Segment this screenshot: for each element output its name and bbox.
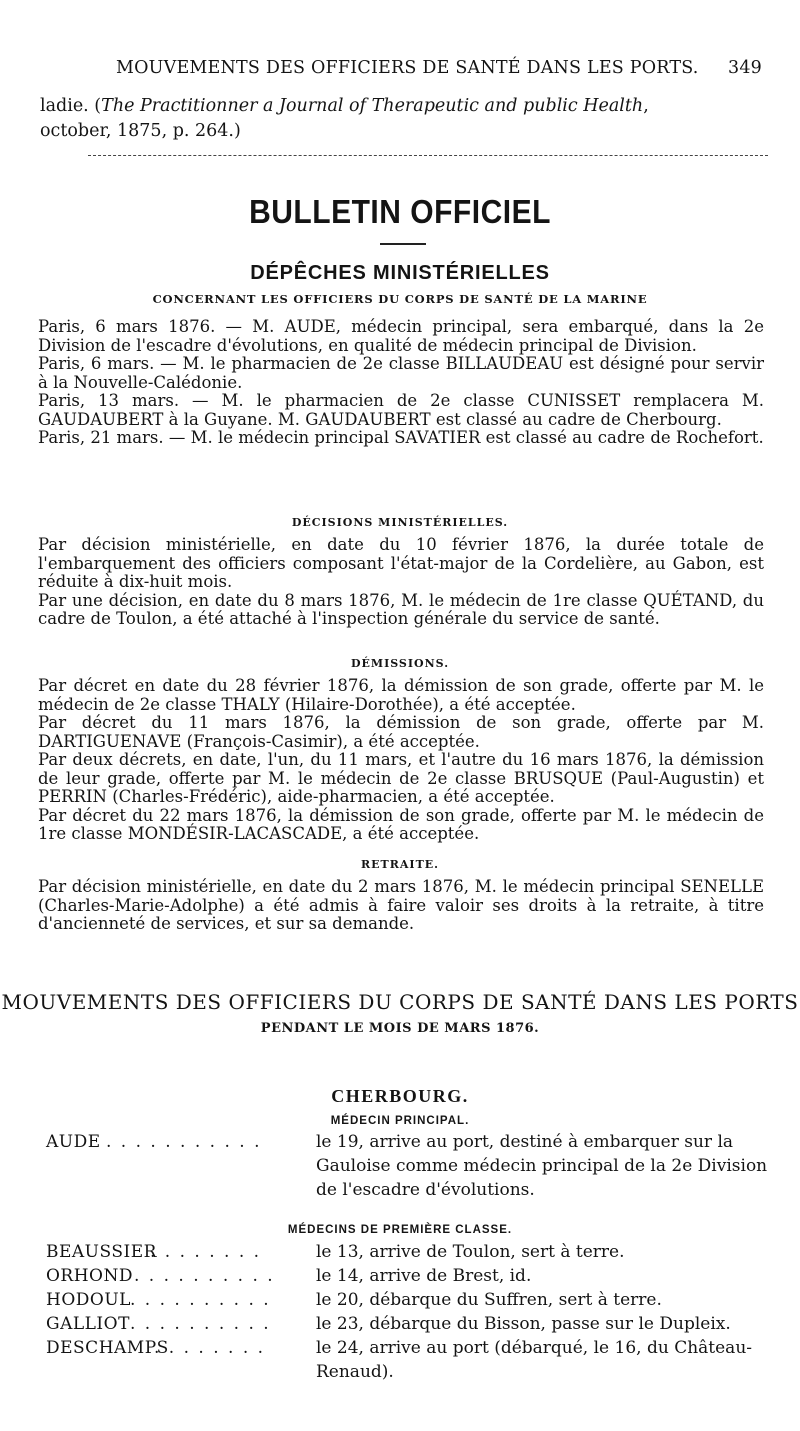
- demission-paragraph: Par deux décrets, en date, l'un, du 11 mars, et l'autre du 16 mars 1876, la démission de leur grade, offerte par M. le médecin de 2e classe BRUSQUE (Paul-Augustin) et PERRIN (Charles-Frédéric), aide-pharmacien, a été acceptée.: [38, 750, 764, 806]
- reference-line2: october, 1875, p. 264.): [40, 121, 241, 141]
- mouvements-period: PENDANT LE MOIS DE MARS 1876.: [260, 1021, 540, 1036]
- officer-name: HODOUL: [46, 1290, 131, 1310]
- leader-dots: . . . . . . . . . .: [130, 1314, 271, 1334]
- depeche-paragraph: Paris, 21 mars. — M. le médecin principal SAVATIER est classé au cadre de Rochefort.: [38, 428, 764, 447]
- title-rule: [380, 243, 426, 245]
- officer-movement: le 24, arrive au port (débarqué, le 16, du Château-Renaud).: [316, 1338, 753, 1382]
- decisions-heading: DÉCISIONS MINISTÉRIELLES.: [291, 516, 509, 529]
- bulletin-title: BULLETIN OFFICIEL: [249, 193, 551, 231]
- depeches-section: [38, 318, 764, 448]
- demission-paragraph: Par décret du 11 mars 1876, la démission de son grade, offerte par M. DARTIGUENAVE (François-Casimir), a été acceptée.: [38, 713, 764, 751]
- officer-movement: le 19, arrive au port, destiné à embarquer sur la Gauloise comme médecin principal de la 2e Division de l'escadre d'évolutions.: [316, 1132, 768, 1200]
- page-number: 349: [727, 58, 762, 78]
- leader-dots: . . . . . . . .: [154, 1338, 266, 1358]
- concernant-subtitle: CONCERNANT LES OFFICIERS DU CORPS DE SANTÉ DE LA MARINE: [152, 292, 648, 306]
- officer-name: ORHOND: [46, 1266, 134, 1286]
- reference-journal: The Practitionner a Journal of Therapeutic and public Health: [101, 96, 644, 116]
- rank-heading-principal: MÉDECIN PRINCIPAL.: [330, 1115, 470, 1127]
- retraite-section: [38, 878, 764, 934]
- demission-paragraph: Par décret en date du 28 février 1876, la démission de son grade, offerte par M. le médecin de 2e classe THALY (Hilaire-Dorothée), a été acceptée.: [38, 676, 764, 714]
- retraite-paragraph: Par décision ministérielle, en date du 2 mars 1876, M. le médecin principal SENELLE (Charles-Marie-Adolphe) a été admis à faire valoir ses droits à la retraite, à titre d'ancienneté de services, et sur sa demande.: [38, 877, 764, 933]
- depeches-title: DÉPÊCHES MINISTÉRIELLES: [250, 262, 550, 284]
- retraite-heading: RETRAITE.: [361, 858, 439, 871]
- officer-name: GALLIOT: [46, 1314, 130, 1334]
- journal-reference: [40, 94, 780, 144]
- leader-dots: . . . . . . . . . .: [130, 1290, 271, 1310]
- running-head-title: MOUVEMENTS DES OFFICIERS DE SANTÉ DANS LES PORTS.: [116, 58, 699, 78]
- decision-paragraph: Par décision ministérielle, en date du 10 février 1876, la durée totale de l'embarquement des officiers composant l'état-major de la Cordelière, au Gabon, est réduite à dix-huit mois.: [38, 535, 764, 591]
- running-head: [110, 58, 770, 86]
- leader-dots: . . . . . . . . . . .: [106, 1132, 262, 1152]
- leader-dots: . . . . . . . .: [150, 1242, 262, 1262]
- city-heading: CHERBOURG.: [331, 1086, 469, 1106]
- list-item: [46, 1336, 766, 1386]
- demissions-section: [38, 677, 764, 844]
- decision-paragraph: Par une décision, en date du 8 mars 1876, M. le médecin de 1re classe QUÉTAND, du cadre de Toulon, a été attaché à l'inspection générale du service de santé.: [38, 590, 764, 628]
- decisions-section: [38, 536, 764, 629]
- officer-movement: le 23, débarque du Bisson, passe sur le Dupleix.: [316, 1314, 731, 1334]
- officer-name: DESCHAMPS: [46, 1338, 169, 1358]
- demissions-heading: DÉMISSIONS.: [350, 657, 450, 670]
- officer-movement: le 13, arrive de Toulon, sert à terre.: [316, 1242, 625, 1262]
- depeche-paragraph: Paris, 13 mars. — M. le pharmacien de 2e classe CUNISSET remplacera M. GAUDAUBERT à la Guyane. M. GAUDAUBERT est classé au cadre de Cherbourg.: [38, 391, 764, 429]
- rank-heading-premiere: MÉDECINS DE PREMIÈRE CLASSE.: [287, 1224, 513, 1236]
- officer-name: BEAUSSIER: [46, 1242, 157, 1262]
- mouvements-title: MOUVEMENTS DES OFFICIERS DU CORPS DE SANTÉ DANS LES PORTS: [1, 990, 799, 1014]
- depeche-paragraph: Paris, 6 mars 1876. — M. AUDE, médecin principal, sera embarqué, dans la 2e Division de l'escadre d'évolutions, en qualité de médecin principal de Division.: [38, 317, 764, 355]
- list-item: [46, 1130, 766, 1210]
- demission-paragraph: Par décret du 22 mars 1876, la démission de son grade, offerte par M. le médecin de 1re classe MONDÉSIR-LACASCADE, a été acceptée.: [38, 805, 764, 843]
- section-divider: [88, 155, 768, 156]
- reference-prefix: ladie. (: [40, 96, 102, 116]
- reference-suffix: ,: [643, 96, 649, 116]
- officer-movement: le 20, débarque du Suffren, sert à terre.: [316, 1290, 662, 1310]
- depeche-paragraph: Paris, 6 mars. — M. le pharmacien de 2e classe BILLAUDEAU est désigné pour servir à la Nouvelle-Calédonie.: [38, 354, 764, 392]
- officer-name: AUDE: [46, 1132, 101, 1152]
- leader-dots: . . . . . . . . . .: [134, 1266, 275, 1286]
- officer-movement: le 14, arrive de Brest, id.: [316, 1266, 532, 1286]
